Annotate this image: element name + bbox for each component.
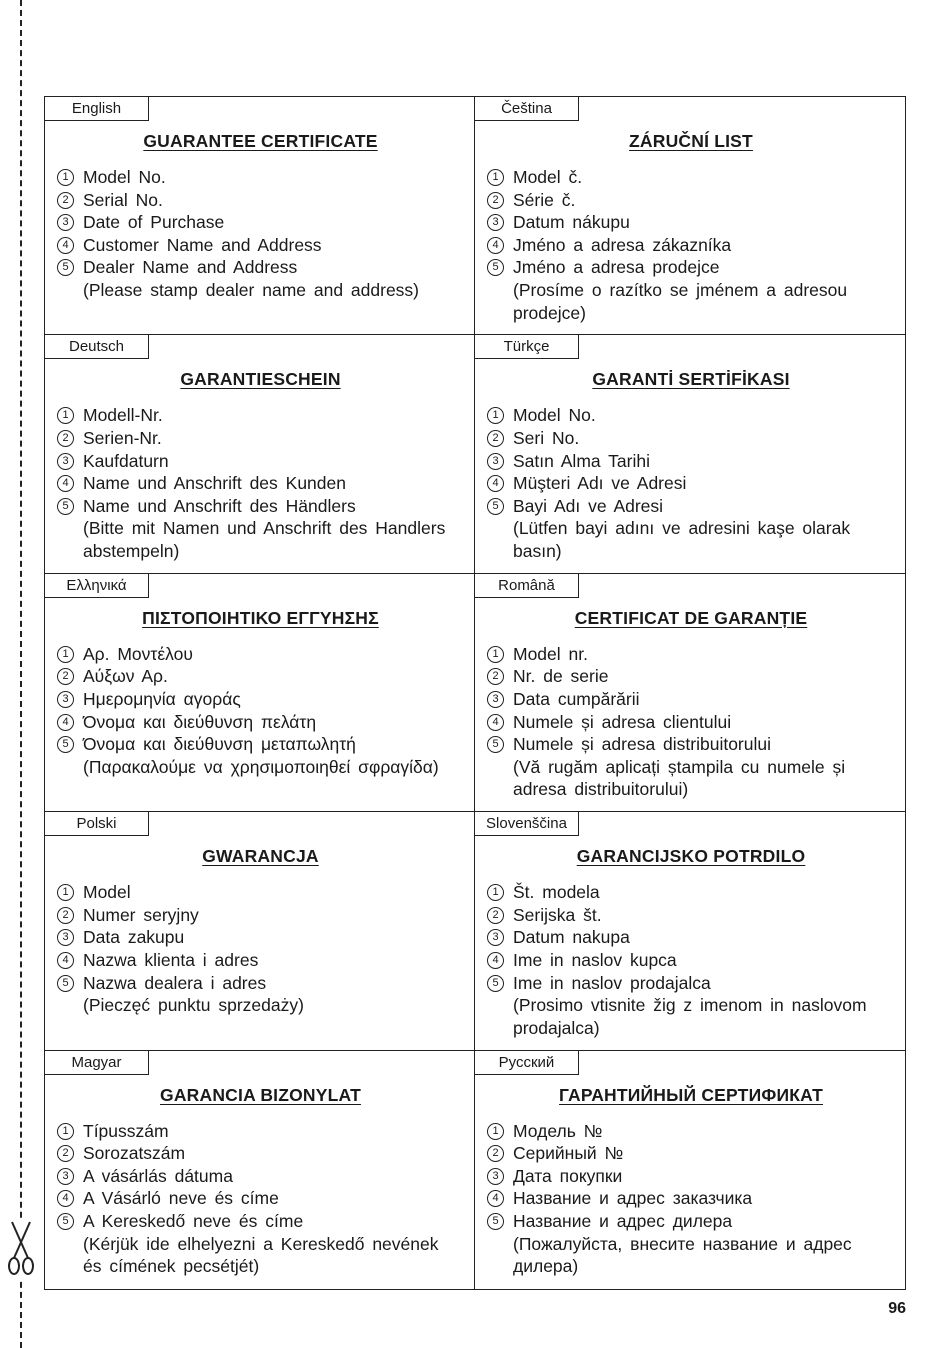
list-item: 2 Serial No. <box>57 189 464 212</box>
language-label: Slovenščina <box>475 812 579 836</box>
cell-slovenscina <box>475 812 905 1050</box>
list-item: 2 Série č. <box>487 189 895 212</box>
list-item: 3 Ημερομηνία αγοράς <box>57 688 464 711</box>
language-label: Русский <box>475 1051 579 1075</box>
stamp-note: (Bitte mit Namen und Anschrift des Handlers abstempeln) <box>83 518 446 561</box>
language-label: English <box>45 97 149 121</box>
list-item: 2 Serijska št. <box>487 904 895 927</box>
list-item: 4 Name und Anschrift des Kunden <box>57 472 464 495</box>
cell-romana <box>475 574 905 812</box>
cell-deutsch <box>45 335 475 573</box>
list-item: 4 Название и адрес заказчика <box>487 1187 895 1210</box>
list-item: 5 Название и адрес дилера <box>487 1210 895 1233</box>
certificate-title: GARANCIA BIZONYLAT <box>160 1084 361 1105</box>
list-item: 2 Seri No. <box>487 427 895 450</box>
list-item: 2 Серийный № <box>487 1142 895 1165</box>
list-item: 3 Date of Purchase <box>57 211 464 234</box>
language-label: Polski <box>45 812 149 836</box>
language-label: Română <box>475 574 579 598</box>
language-label: Türkçe <box>475 335 579 359</box>
list-item: 4 Müşteri Adı ve Adresi <box>487 472 895 495</box>
list-item: 4 Nazwa klienta i adres <box>57 949 464 972</box>
list-item: 5 Jméno a adresa prodejce <box>487 256 895 279</box>
stamp-note: (Vă rugăm aplicați ștampila cu numele și adresa distribuitorului) <box>513 756 846 800</box>
cell-english <box>45 97 475 335</box>
list-item: 1 Модель № <box>487 1120 895 1143</box>
list-item: 5 Ime in naslov prodajalca <box>487 972 895 995</box>
certificate-title: CERTIFICAT DE GARANȚIE <box>574 607 808 628</box>
certificate-title: GARANTIESCHEIN <box>180 369 341 390</box>
certificate-title: ГАРАНТИЙНЫЙ СЕРТИФИКАТ <box>559 1084 823 1105</box>
list-item: 5 Name und Anschrift des Händlers <box>57 495 464 518</box>
stamp-note: (Пожалуйста, внесите название и адрес дилера) <box>513 1233 852 1277</box>
list-item: 3 Data cumpărării <box>487 688 895 711</box>
list-item: 4 Customer Name and Address <box>57 234 464 257</box>
list-item: 5 Όνομα και διεύθυνση μεταπωλητή <box>57 733 464 756</box>
cell-russkiy <box>475 1051 905 1289</box>
list-item: 1 Model č. <box>487 166 895 189</box>
list-item: 3 Datum nákupu <box>487 211 895 234</box>
list-item: 1 Model <box>57 881 464 904</box>
list-item: 4 Ime in naslov kupca <box>487 949 895 972</box>
list-item: 3 Satın Alma Tarihi <box>487 450 895 473</box>
stamp-note: (Παρακαλούμε να χρησιμοποιηθεί σφραγίδα) <box>83 756 439 777</box>
list-item: 5 A Kereskedő neve és címe <box>57 1210 464 1233</box>
certificate-title: GARANCIJSKO POTRDILO <box>576 846 806 867</box>
list-item: 1 Model No. <box>487 404 895 427</box>
list-item: 5 Nazwa dealera i adres <box>57 972 464 995</box>
stamp-note: (Kérjük ide elhelyezni a Kereskedő nevének és címének pecsétjét) <box>83 1233 439 1277</box>
page-number: 96 <box>888 1300 906 1317</box>
list-item: 3 Kaufdaturn <box>57 450 464 473</box>
list-item: 4 Numele și adresa clientului <box>487 711 895 734</box>
certificate-title: GUARANTEE CERTIFICATE <box>143 131 378 151</box>
language-label: Magyar <box>45 1051 149 1075</box>
cell-turkce <box>475 335 905 573</box>
stamp-note: (Please stamp dealer name and address) <box>83 279 420 300</box>
list-item: 1 Model nr. <box>487 643 895 666</box>
guarantee-grid <box>44 96 906 1290</box>
list-item: 5 Bayi Adı ve Adresi <box>487 495 895 518</box>
list-item: 5 Numele și adresa distribuitorului <box>487 733 895 756</box>
list-item: 2 Serien-Nr. <box>57 427 464 450</box>
cell-polski <box>45 812 475 1050</box>
list-item: 2 Numer seryjny <box>57 904 464 927</box>
stamp-note: (Lütfen bayi adını ve adresini kaşe olarak basın) <box>513 518 851 561</box>
cut-line <box>20 0 22 1348</box>
cell-cestina <box>475 97 905 335</box>
certificate-title: ΠΙΣΤΟΠΟΙΗΤΙΚΟ ΕΓΓΥΗΣΗΣ <box>142 607 379 628</box>
list-item: 1 Típusszám <box>57 1120 464 1143</box>
list-item: 1 Model No. <box>57 166 464 189</box>
list-item: 5 Dealer Name and Address <box>57 256 464 279</box>
certificate-title: ZÁRUČNÍ LIST <box>629 131 753 151</box>
list-item: 1 Modell-Nr. <box>57 404 464 427</box>
list-item: 4 A Vásárló neve és címe <box>57 1187 464 1210</box>
list-item: 1 Αρ. Μοντέλου <box>57 643 464 666</box>
list-item: 4 Όνομα και διεύθυνση πελάτη <box>57 711 464 734</box>
stamp-note: (Prosíme o razítko se jménem a adresou prodejce) <box>513 279 848 323</box>
language-label: Ελληνικά <box>45 574 149 598</box>
list-item: 2 Sorozatszám <box>57 1142 464 1165</box>
language-label: Deutsch <box>45 335 149 359</box>
list-item: 2 Nr. de serie <box>487 665 895 688</box>
certificate-title: GARANTİ SERTİFİKASI <box>592 369 790 390</box>
cell-ellinika <box>45 574 475 812</box>
list-item: 3 Datum nakupa <box>487 926 895 949</box>
list-item: 1 Št. modela <box>487 881 895 904</box>
list-item: 3 A vásárlás dátuma <box>57 1165 464 1188</box>
list-item: 3 Data zakupu <box>57 926 464 949</box>
scissors-icon <box>4 1218 38 1278</box>
language-label: Čeština <box>475 97 579 121</box>
list-item: 3 Дата покупки <box>487 1165 895 1188</box>
list-item: 2 Αύξων Αρ. <box>57 665 464 688</box>
list-item: 4 Jméno a adresa zákazníka <box>487 234 895 257</box>
certificate-title: GWARANCJA <box>202 846 319 867</box>
cell-magyar <box>45 1051 475 1289</box>
stamp-note: (Prosimo vtisnite žig z imenom in naslovom prodajalca) <box>513 995 867 1038</box>
stamp-note: (Pieczęć punktu sprzedaży) <box>83 995 304 1016</box>
